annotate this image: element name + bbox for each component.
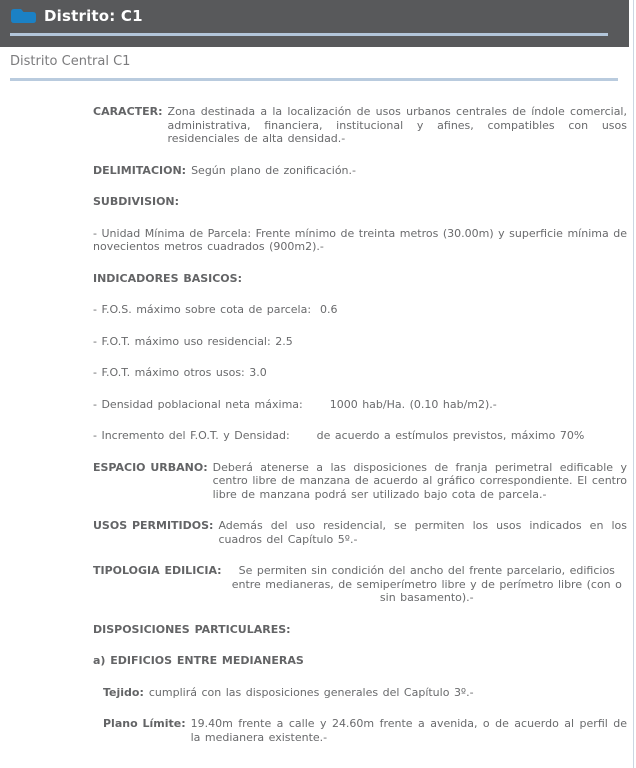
definition-label: USOS PERMITIDOS: bbox=[93, 519, 214, 532]
definition-paragraph bbox=[93, 686, 627, 700]
definition-label: Tejido: bbox=[103, 685, 144, 699]
definition-text: Según plano de zonificación.- bbox=[191, 163, 356, 177]
folder-icon bbox=[10, 8, 36, 24]
definition-text: Se permiten sin condición del ancho del frente parcelario, edificios entre medianeras, de semiperímetro libre y de perímetro libre (con o sin basamento).- bbox=[231, 564, 622, 604]
definition-paragraph bbox=[93, 717, 627, 744]
section-heading: INDICADORES BASICOS: bbox=[93, 271, 242, 285]
definition-label: DELIMITACION: bbox=[93, 163, 187, 177]
district-title: Distrito: C1 bbox=[44, 7, 143, 25]
body-line: - Densidad poblacional neta máxima: 1000 hab/Ha. (0.10 hab/m2).- bbox=[93, 397, 497, 411]
body-line: - F.O.T. máximo uso residencial: 2.5 bbox=[93, 334, 293, 348]
definition-text: Además del uso residencial, se permiten los usos indicados en los cuadros del Capítulo 5º.- bbox=[218, 519, 627, 546]
definition-paragraph bbox=[93, 105, 627, 146]
body-line: - Incremento del F.O.T. y Densidad: de acuerdo a estímulos previstos, máximo 70% bbox=[93, 429, 585, 442]
header-rule bbox=[10, 33, 608, 36]
body-line: - F.O.S. máximo sobre cota de parcela: 0.6 bbox=[93, 303, 338, 316]
body-line: - Unidad Mínima de Parcela: Frente mínimo de treinta metros (30.00m) y superficie mínima de novecientos metros cuadrados (900m2).- bbox=[93, 226, 632, 253]
section-heading: DISPOSICIONES PARTICULARES: bbox=[93, 622, 291, 636]
definition-label: Plano Límite: bbox=[103, 717, 186, 730]
subheader-title: Distrito Central C1 bbox=[10, 54, 131, 69]
definition-text: Deberá atenerse a las disposiciones de franja perimetral edificable y centro libre de manzana de acuerdo al gráfico correspondiente. El centro libre de manzana podrá ser utilizado bajo cota de parcela.- bbox=[212, 460, 627, 501]
definition-label: TIPOLOGIA EDILICIA: bbox=[93, 564, 222, 577]
body-line: - F.O.T. máximo otros usos: 3.0 bbox=[93, 366, 267, 379]
content bbox=[0, 81, 633, 744]
district-header-row bbox=[0, 6, 629, 26]
definition-text: cumplirá con las disposiciones generales del Capítulo 3º.- bbox=[148, 685, 474, 699]
definition-paragraph bbox=[93, 164, 627, 178]
definition-text: Zona destinada a la localización de usos urbanos centrales de índole comercial, administrativa, financiera, institucional y afines, compatibles con usos residenciales de alta densidad.- bbox=[167, 105, 627, 145]
definition-label: CARACTER: bbox=[93, 105, 163, 118]
definition-label: ESPACIO URBANO: bbox=[93, 460, 208, 474]
district-header-bar bbox=[0, 0, 629, 47]
subheader bbox=[0, 47, 633, 81]
section-heading: SUBDIVISION: bbox=[93, 195, 180, 208]
definition-paragraph bbox=[93, 519, 627, 546]
definition-paragraph bbox=[93, 564, 627, 605]
definition-paragraph bbox=[93, 461, 627, 502]
section-heading: a) EDIFICIOS ENTRE MEDIANERAS bbox=[93, 654, 304, 667]
definition-text: 19.40m frente a calle y 24.60m frente a avenida, o de acuerdo al perfil de la medianera existente.- bbox=[190, 717, 627, 744]
